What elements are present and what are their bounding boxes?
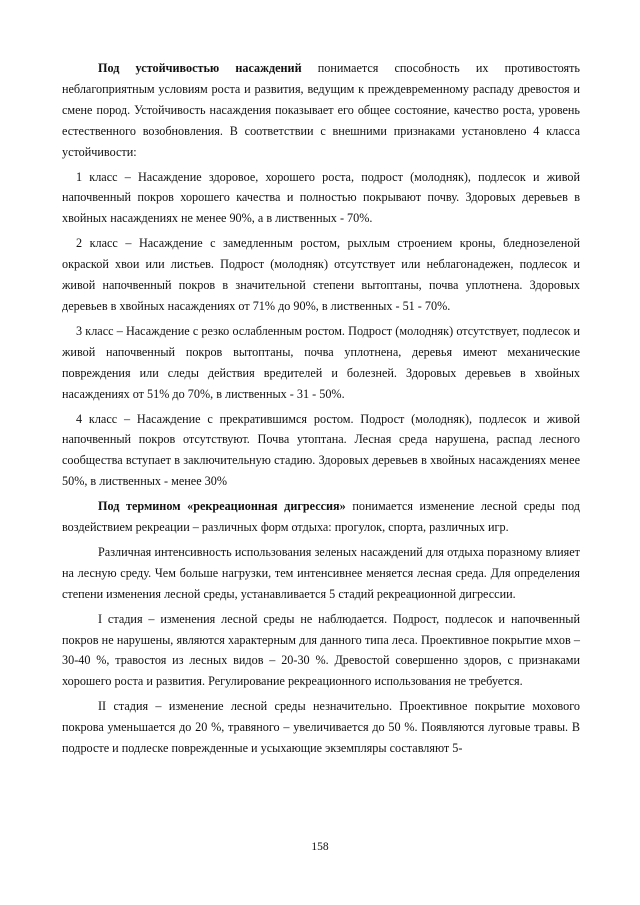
paragraph-text: 3 класс – Насаждение с резко ослабленным ростом. Подрост (молодняк) отсутствует, подлесок и живой напочвенный покров вытоптаны, почва уплотнена, деревья имеют механические повреждения или следы действия вредителей и болезней. Здоровых деревьев в хвойных насаждениях от 51% до 70%, в лиственных - 31 - 50%. xyxy=(62,323,580,401)
paragraph-stage-2 xyxy=(62,696,580,759)
paragraph-class-2 xyxy=(62,233,580,317)
paragraph-text: 1 класс – Насаждение здоровое, хорошего роста, подрост (молодняк), подлесок и живой напочвенный покров хорошего качества и полностью покрывают почву. Здоровых деревьев в хвойных насаждениях не менее 90%, а в лиственных - 70%. xyxy=(62,169,580,226)
paragraph-stage-1 xyxy=(62,609,580,693)
paragraph-class-3 xyxy=(62,321,580,405)
paragraph-text: понимается изменение лесной среды под воздействием рекреации – различных форм отдыха: прогулок, спорта, различных игр. xyxy=(62,499,580,535)
page-number: 158 xyxy=(311,841,329,853)
paragraph-text: 2 класс – Насаждение с замедленным ростом, рыхлым строением кроны, бледнозеленой окраской хвои или листьев. Подрост (молодняк) отсутствует или неблагонадежен, подлесок и живой напочвенный покров в значительной степени вытоптаны, почва уплотнена. Здоровых деревьев в хвойных насаждениях от 71% до 90%, в лиственных - 51 - 70%. xyxy=(62,236,580,313)
paragraph-class-1 xyxy=(62,167,580,230)
paragraph-stability-definition xyxy=(62,58,580,163)
paragraph-recreational-digression xyxy=(62,496,580,538)
paragraph-text: 4 класс – Насаждение с прекратившимся ростом. Подрост (молодняк), подлесок и живой напочвенный покров отсутствуют. Почва утоптана. Лесная среда нарушена, распад лесного сообщества вступает в заключительную стадию. Здоровых деревьев в хвойных насаждениях менее 50%, в лиственных - менее 30% xyxy=(62,411,580,489)
paragraph-class-4 xyxy=(62,409,580,493)
paragraph-intensity xyxy=(62,542,580,605)
paragraph-text: I стадия – изменения лесной среды не наблюдается. Подрост, подлесок и напочвенный покров не нарушены, являются характерным для данного типа леса. Проективное покрытие мхов – 30-40 %, травостоя из лесных видов – 20-30 %. Древостой совершенно здоров, с признаками хорошего роста и развития. Регулирование рекреационного использования не требуется. xyxy=(62,611,580,689)
term-stability: Под устойчивостью насаждений xyxy=(98,61,302,75)
paragraph-text: понимается способность их противостоять неблагоприятным условиям роста и развития, ведущим к преждевременному распаду древостоя и смене пород. Устойчивость насаждения показывает его общее состояние, качество роста, уровень естественного возобновления. В соответствии с внешними признаками установлено 4 класса устойчивости: xyxy=(62,61,580,159)
body-text xyxy=(62,58,580,759)
paragraph-text: Различная интенсивность использования зеленых насаждений для отдыха поразному влияет на лесную среду. Чем больше нагрузки, тем интенсивнее меняется лесная среда. Для определения степени изменения лесной среды, устанавливается 5 стадий рекреационной дигрессии. xyxy=(62,544,580,601)
paragraph-text: II стадия – изменение лесной среды незначительно. Проективное покрытие мохового покрова уменьшается до 20 %, травяного – увеличивается до 50 %. Появляются луговые травы. В подросте и подлеске поврежденные и усыхающие экземпляры составляют 5- xyxy=(62,699,580,756)
term-recreational-digression: Под термином «рекреационная дигрессия» xyxy=(98,499,346,514)
